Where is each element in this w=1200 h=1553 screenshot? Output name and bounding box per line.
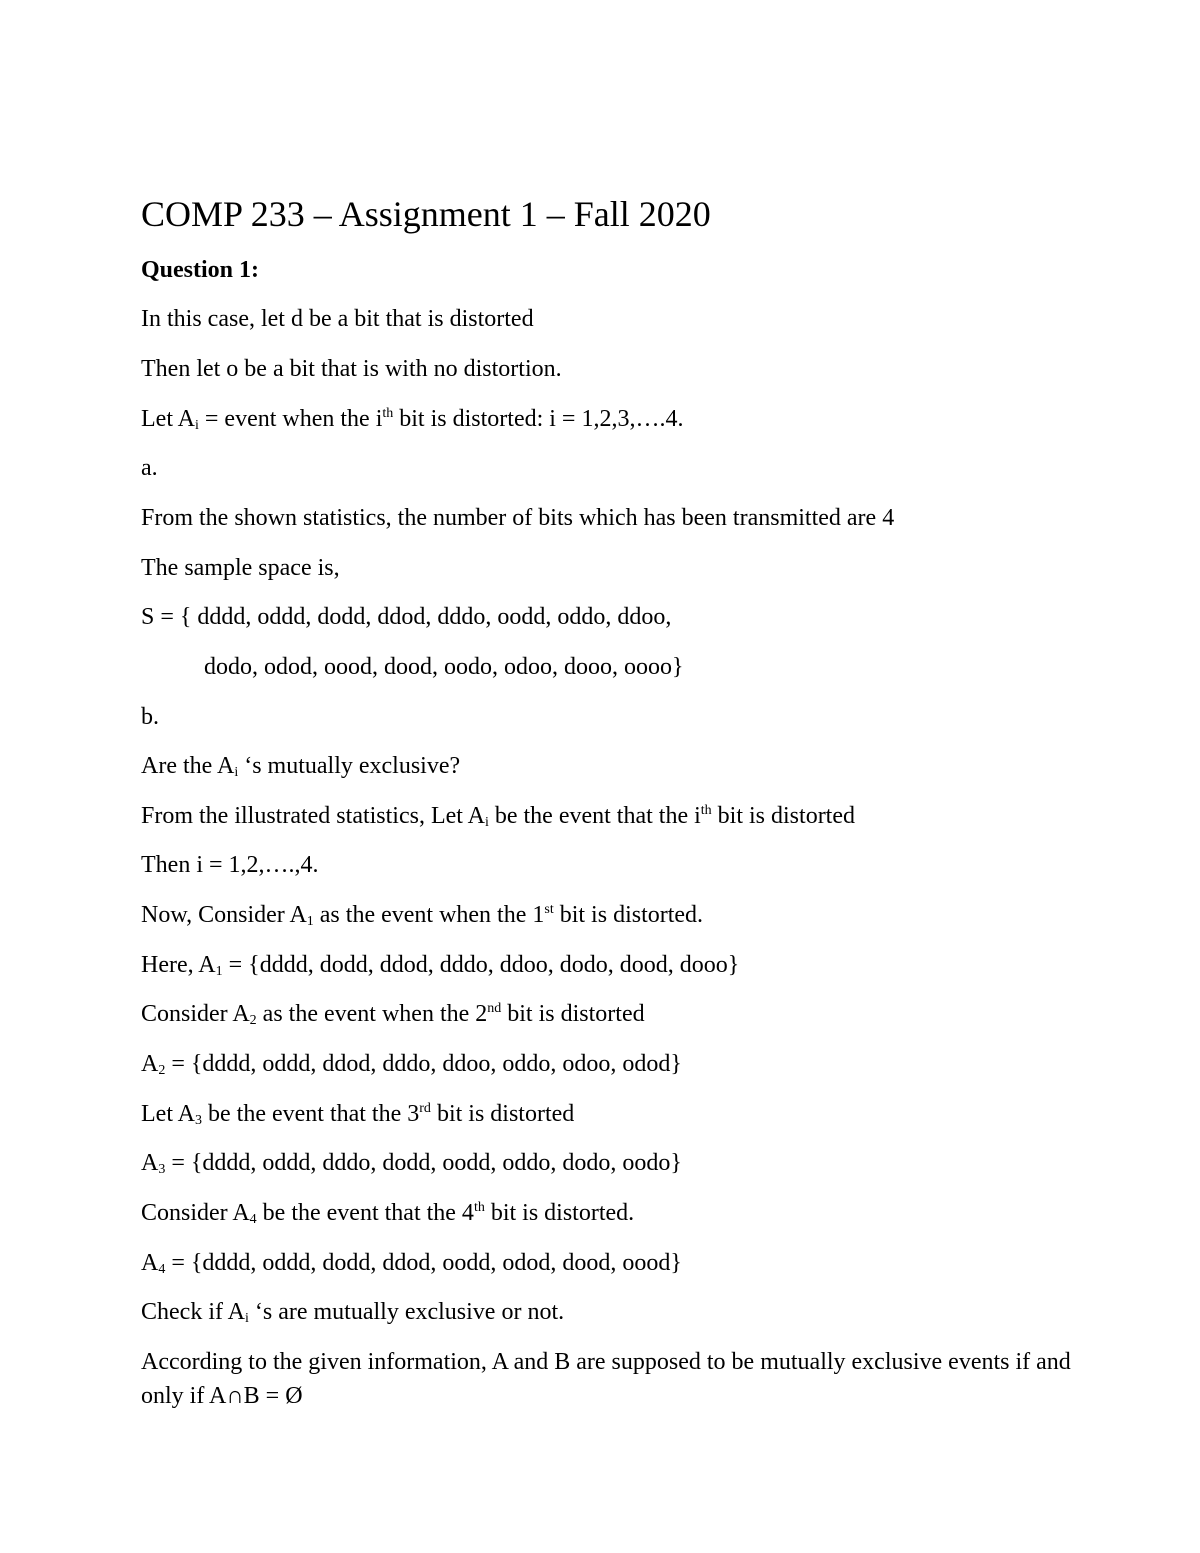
consider-a1-mid: as the event when the 1 bbox=[313, 902, 545, 928]
set-a1-post: = {dddd, dodd, ddod, dddo, ddoo, dodo, dood, dooo} bbox=[222, 952, 740, 978]
sample-space-line-1: S = { dddd, oddd, dodd, ddod, dddo, oodd, oddo, ddoo, bbox=[141, 604, 672, 630]
set-a4-post: = {dddd, oddd, dodd, ddod, oodd, odod, dood, oood} bbox=[165, 1250, 682, 1276]
sample-space-line-2: dodo, odod, oood, dood, oodo, odoo, dooo, oooo} bbox=[204, 654, 684, 680]
consider-a3-pre: Let A bbox=[141, 1101, 195, 1127]
consider-a1-sup: st bbox=[544, 902, 554, 917]
event-def-pre: Let A bbox=[141, 406, 195, 432]
event-def-post: bit is distorted: i = 1,2,3,….4. bbox=[393, 406, 684, 432]
consider-a3-line bbox=[141, 1099, 574, 1129]
consider-a2-post: bit is distorted bbox=[501, 1001, 645, 1027]
set-a3-pre: A bbox=[141, 1150, 159, 1176]
illustrated-mid: be the event that the i bbox=[488, 803, 701, 829]
check-post: ‘s are mutually exclusive or not. bbox=[248, 1299, 565, 1325]
page-title: COMP 233 – Assignment 1 – Fall 2020 bbox=[141, 194, 711, 234]
consider-a2-line bbox=[141, 999, 645, 1029]
set-a2-sub: 2 bbox=[158, 1063, 166, 1078]
illustrated-pre: From the illustrated statistics, Let A bbox=[141, 803, 485, 829]
mutual-question-line bbox=[141, 751, 460, 781]
set-a4-sub: 4 bbox=[158, 1262, 166, 1277]
consider-a2-sup: nd bbox=[487, 1001, 502, 1016]
illustrated-sub: i bbox=[484, 815, 489, 830]
set-a3-line bbox=[141, 1148, 682, 1178]
part-b-label: b. bbox=[141, 704, 159, 730]
set-a1-pre: Here, A bbox=[141, 952, 216, 978]
consider-a2-mid: as the event when the 2 bbox=[256, 1001, 488, 1027]
consider-a4-mid: be the event that the 4 bbox=[256, 1200, 474, 1226]
consider-a4-sub: 4 bbox=[249, 1212, 257, 1227]
illustrated-sup: th bbox=[700, 803, 712, 818]
then-i-line: Then i = 1,2,….,4. bbox=[141, 852, 319, 878]
event-def-sub: i bbox=[195, 418, 199, 433]
consider-a1-line bbox=[141, 900, 703, 930]
consider-a3-sup: rd bbox=[419, 1101, 431, 1116]
consider-a1-sub: 1 bbox=[306, 914, 314, 929]
consider-a3-mid: be the event that the 3 bbox=[202, 1101, 420, 1127]
consider-a2-pre: Consider A bbox=[141, 1001, 250, 1027]
event-def-mid: = event when the i bbox=[198, 406, 383, 432]
set-a1-sub: 1 bbox=[215, 964, 223, 979]
consider-a4-post: bit is distorted. bbox=[484, 1200, 635, 1226]
check-sub: i bbox=[244, 1311, 249, 1326]
set-a3-post: = {dddd, oddd, dddo, dodd, oodd, oddo, dodo, oodo} bbox=[165, 1150, 682, 1176]
text-line-bits: From the shown statistics, the number of bits which has been transmitted are 4 bbox=[141, 505, 895, 531]
set-a1-line bbox=[141, 950, 739, 980]
event-def-sup: th bbox=[382, 406, 394, 421]
set-a3-sub: 3 bbox=[158, 1162, 166, 1177]
check-line bbox=[141, 1297, 564, 1327]
set-a2-post: = {dddd, oddd, ddod, dddo, ddoo, oddo, odoo, odod} bbox=[165, 1051, 682, 1077]
consider-a4-line bbox=[141, 1198, 634, 1228]
consider-a2-sub: 2 bbox=[249, 1013, 257, 1028]
set-a2-line bbox=[141, 1049, 682, 1079]
illustrated-line bbox=[141, 801, 855, 831]
set-a4-line bbox=[141, 1248, 682, 1278]
event-definition-line bbox=[141, 404, 683, 434]
consider-a4-sup: th bbox=[473, 1200, 485, 1215]
text-line-let-o: Then let o be a bit that is with no distortion. bbox=[141, 356, 562, 382]
mutual-question-sub: i bbox=[234, 765, 239, 780]
question-1-heading: Question 1: bbox=[141, 257, 260, 283]
mutual-question-post: ‘s mutually exclusive? bbox=[238, 753, 461, 779]
set-a2-pre: A bbox=[141, 1051, 159, 1077]
consider-a3-sub: 3 bbox=[195, 1113, 202, 1128]
consider-a3-post: bit is distorted bbox=[430, 1101, 575, 1127]
consider-a1-pre: Now, Consider A bbox=[141, 902, 307, 928]
according-paragraph: According to the given information, A and B are supposed to be mutually exclusive events if and only if A∩B = Ø bbox=[141, 1349, 1071, 1409]
mutual-question-pre: Are the A bbox=[141, 753, 235, 779]
illustrated-post: bit is distorted bbox=[711, 803, 856, 829]
part-a-label: a. bbox=[141, 455, 158, 481]
set-a4-pre: A bbox=[141, 1250, 159, 1276]
consider-a4-pre: Consider A bbox=[141, 1200, 250, 1226]
check-pre: Check if A bbox=[141, 1299, 245, 1325]
text-line-sample: The sample space is, bbox=[141, 555, 340, 581]
text-line-let-d: In this case, let d be a bit that is distorted bbox=[141, 306, 534, 332]
consider-a1-post: bit is distorted. bbox=[553, 902, 704, 928]
